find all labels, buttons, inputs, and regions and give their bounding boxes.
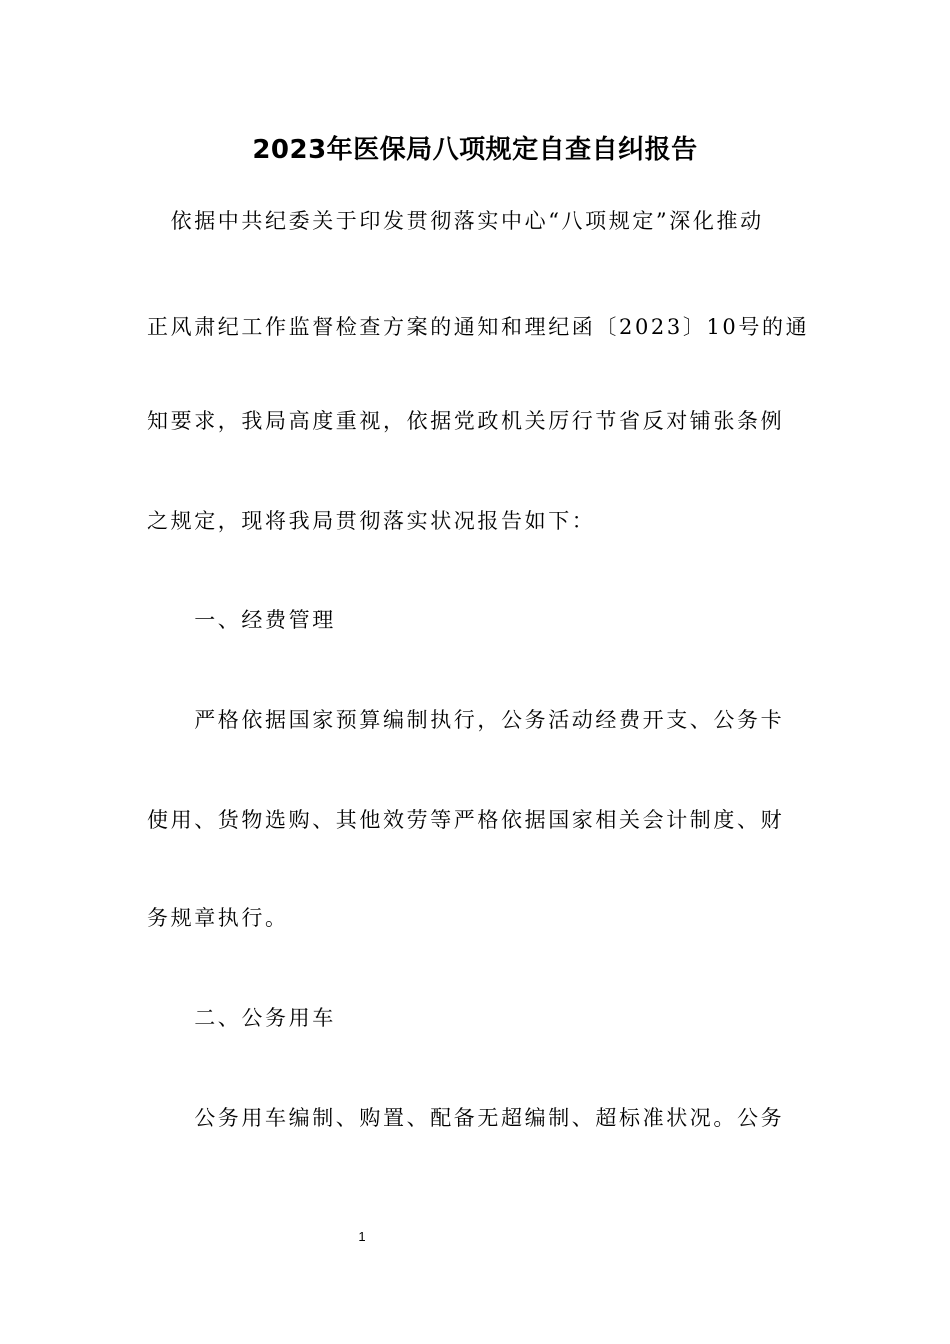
body-line: 依据中共纪委关于印发贯彻落实中心“八项规定”深化推动 [147, 209, 764, 233]
section-heading-vehicles: 二、公务用车 [147, 1006, 336, 1030]
body-line: 公务用车编制、购置、配备无超编制、超标准状况。公务 [147, 1106, 785, 1130]
body-line: 使用、货物选购、其他效劳等严格依据国家相关会计制度、财 [147, 808, 785, 832]
body-line: 知要求，我局高度重视，依据党政机关厉行节省反对铺张条例 [147, 409, 785, 433]
document-title: 2023年医保局八项规定自查自纠报告 [252, 135, 698, 165]
section-heading-funding: 一、经费管理 [147, 608, 336, 632]
body-line: 务规章执行。 [147, 906, 289, 930]
body-line: 严格依据国家预算编制执行，公务活动经费开支、公务卡 [147, 708, 785, 732]
body-line: 正风肃纪工作监督检查方案的通知和理纪函〔2023〕10号的通 [147, 315, 810, 339]
body-line: 之规定，现将我局贯彻落实状况报告如下： [147, 509, 596, 533]
page-number: 1 [358, 1229, 366, 1244]
